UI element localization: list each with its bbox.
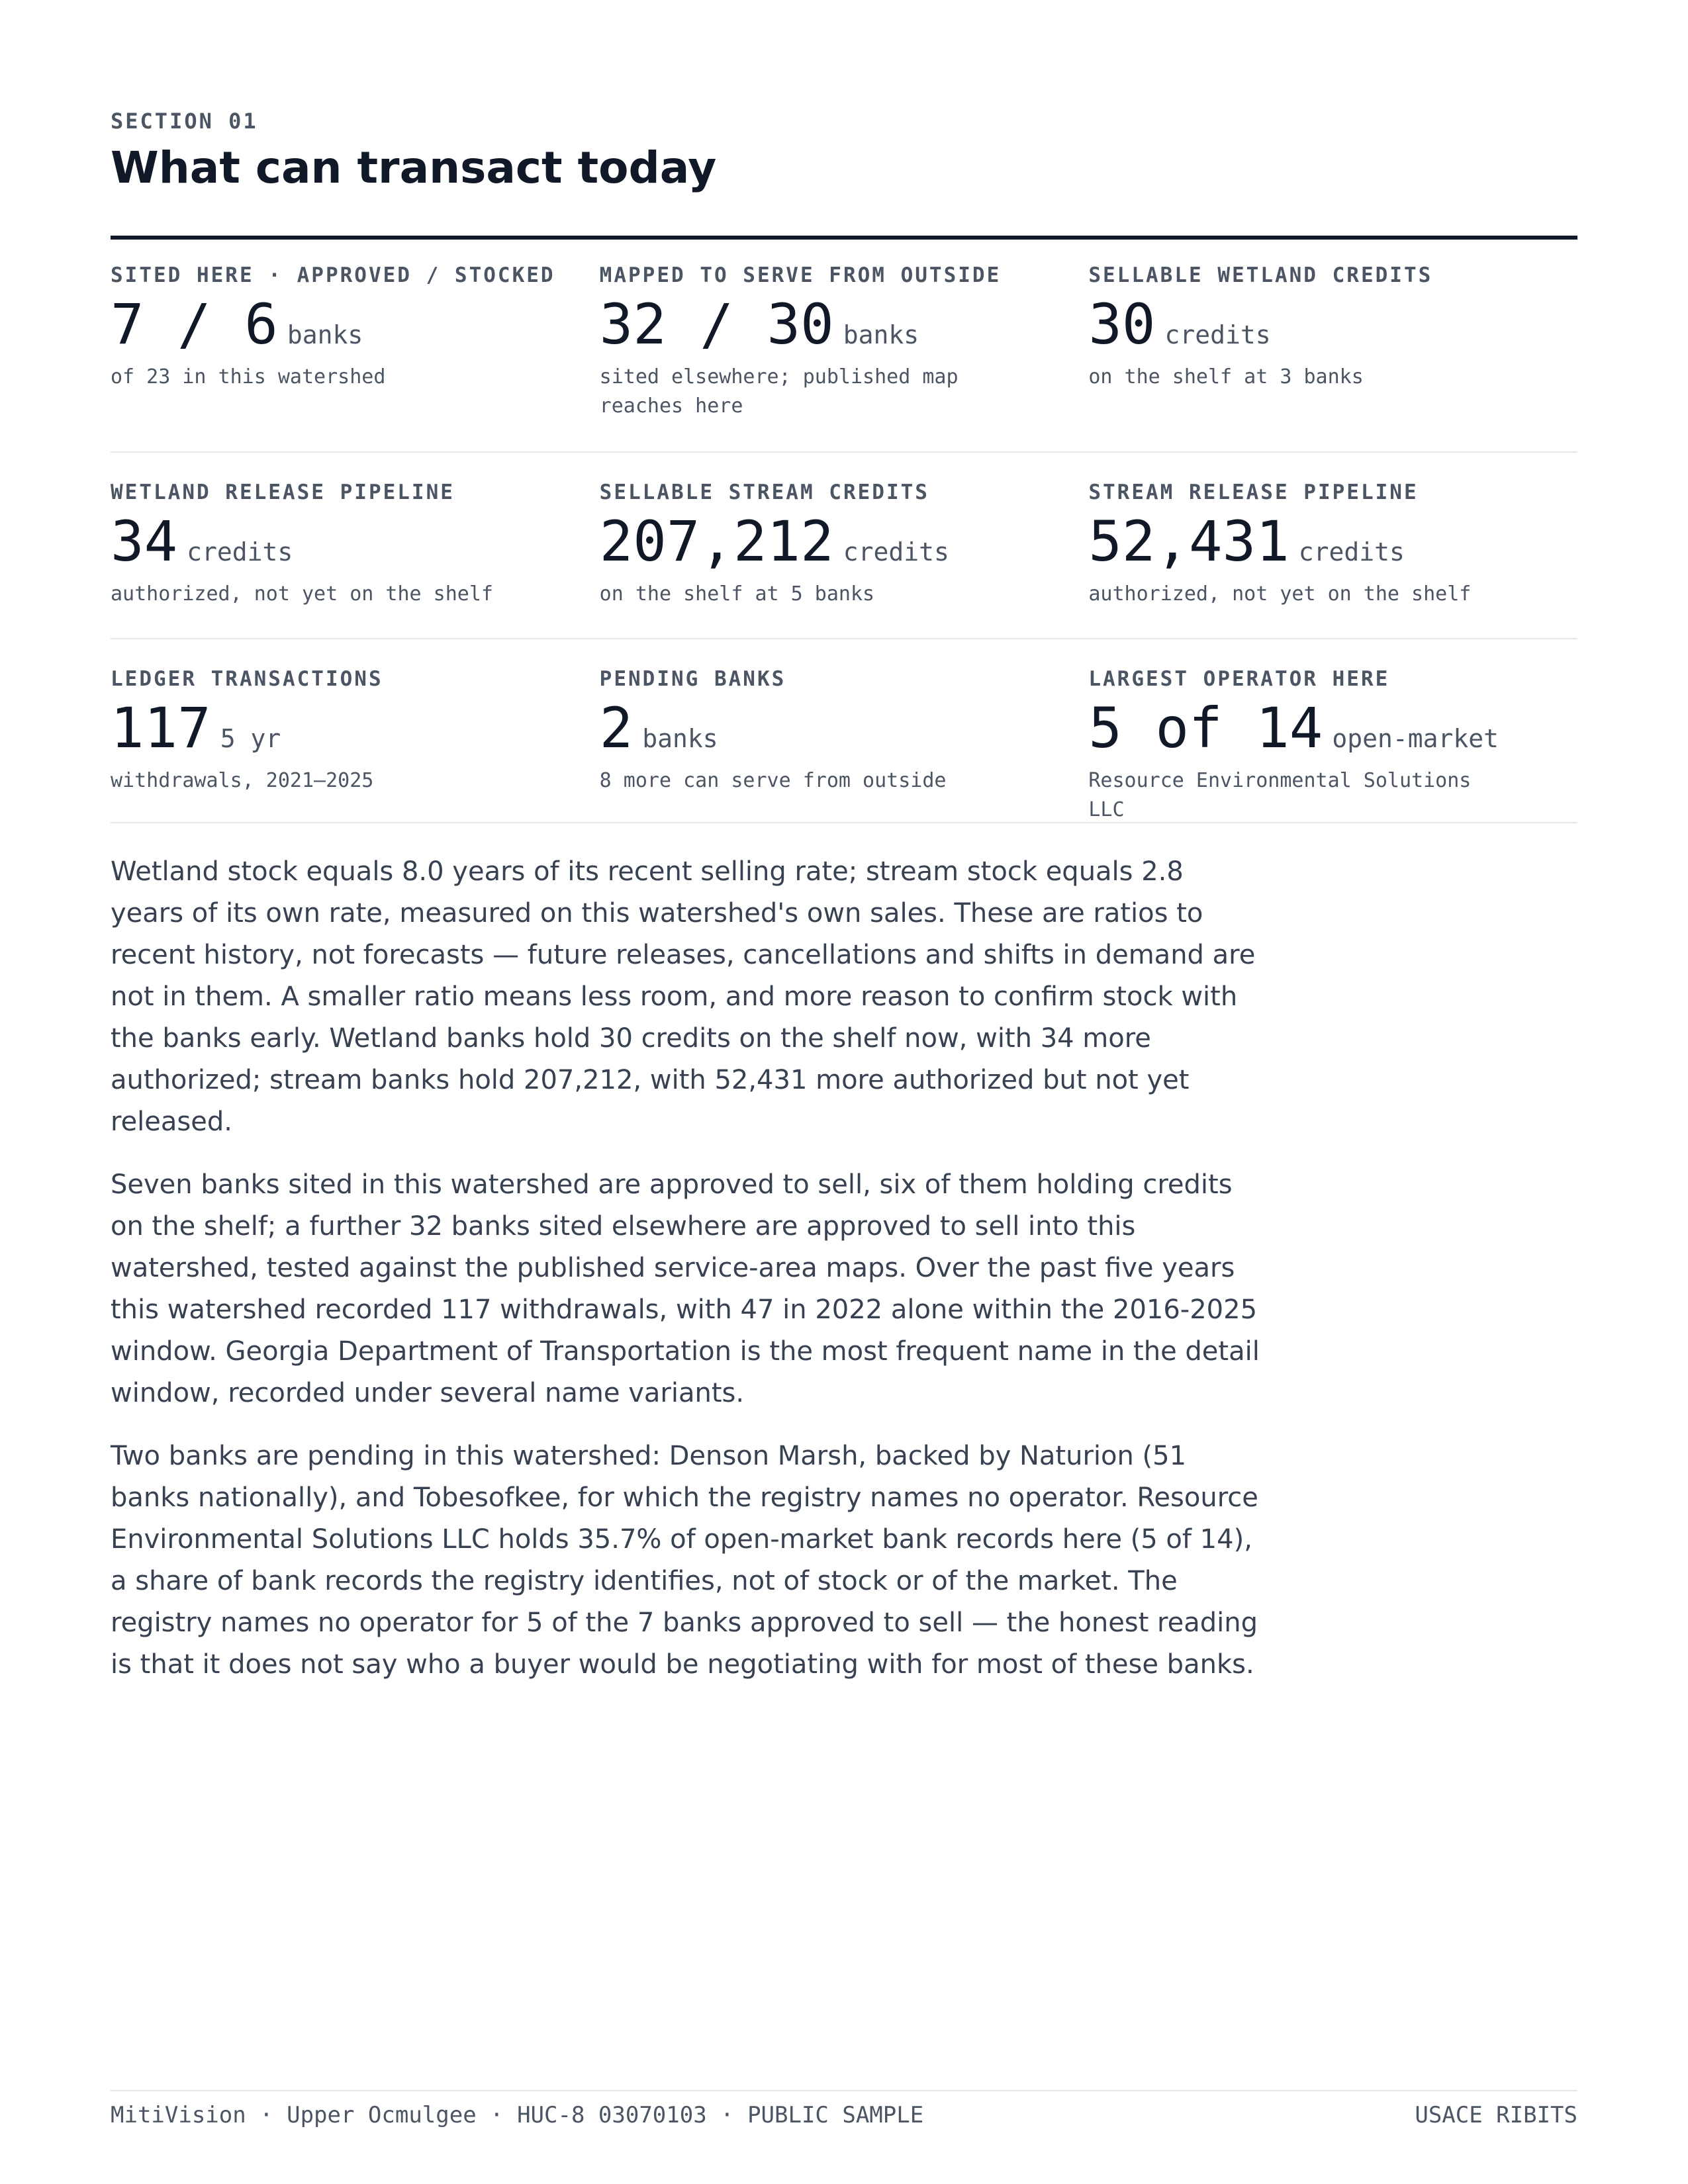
metric-label: MAPPED TO SERVE FROM OUTSIDE bbox=[599, 263, 1002, 287]
metric-note: sited elsewhere; published map reaches here bbox=[599, 365, 959, 418]
metric-card-ledger-transactions bbox=[111, 639, 600, 822]
metric-note: of 23 in this watershed bbox=[111, 365, 386, 389]
metric-unit: credits bbox=[1298, 537, 1405, 567]
section-eyebrow: SECTION 01 bbox=[111, 109, 258, 134]
metric-note: on the shelf at 5 banks bbox=[599, 582, 875, 606]
footer-data-source: USACE RIBITS bbox=[1415, 2102, 1577, 2128]
summary-paragraph-stock: Wetland stock equals 8.0 years of its recent selling rate; stream stock equals 2.8 years of its own rate, measured on this watershed's own sales. These are ratios to recent history, not forecasts — future releases, cancellations and shifts in demand are not in them. A smaller ratio means less room, and more reason to confirm stock with the banks early. Wetland banks hold 30 credits on the shelf now, with 34 more authorized; stream banks hold 207,212, with 52,431 more authorized but not yet released. bbox=[111, 856, 1256, 1137]
summary-paragraph-operators: Two banks are pending in this watershed: Denson Marsh, backed by Naturion (51 banks nationally), and Tobesofkee, for which the registry names no operator. Resource Environmental Solutions LLC holds 35.7% of open-market bank records here (5 of 14), a share of bank records the registry identifies, not of stock or of the market. The registry names no operator for 5 of the 7 banks approved to sell — the honest reading is that it does not say who a buyer would be negotiating with for most of these banks. bbox=[111, 1441, 1258, 1680]
metric-unit: credits bbox=[187, 537, 293, 567]
metric-note: authorized, not yet on the shelf bbox=[111, 582, 493, 606]
metric-value: 2 bbox=[599, 696, 633, 760]
metric-value: 32 / 30 bbox=[599, 292, 834, 357]
summary-paragraph-banks: Seven banks sited in this watershed are approved to sell, six of them holding credits on the shelf; a further 32 banks sited elsewhere are approved to sell into this watershed, tested against the published service-area maps. Over the past five years this watershed recorded 117 withdrawals, with 47 in 2022 alone within the 2016-2025 window. Georgia Department of Transportation is the most frequent name in the detail window, recorded under several name variants. bbox=[111, 1169, 1260, 1408]
metric-label: PENDING BANKS bbox=[599, 667, 786, 691]
metric-card-largest-operator bbox=[1088, 639, 1577, 822]
metric-label: SELLABLE STREAM CREDITS bbox=[599, 480, 929, 504]
metrics-row bbox=[111, 639, 1577, 823]
footer-divider bbox=[111, 2090, 1577, 2091]
metrics-grid bbox=[111, 240, 1577, 823]
metric-value: 7 / 6 bbox=[111, 292, 278, 357]
metric-card-wetland-pipeline bbox=[111, 453, 600, 638]
metric-unit: open-market bbox=[1332, 724, 1499, 753]
metric-value: 207,212 bbox=[599, 509, 834, 574]
metric-unit: credits bbox=[843, 537, 949, 567]
metrics-row bbox=[111, 453, 1577, 639]
metric-note: authorized, not yet on the shelf bbox=[1088, 582, 1472, 606]
metric-card-stream-pipeline bbox=[1088, 453, 1577, 638]
metric-unit: banks bbox=[642, 724, 718, 753]
metrics-row bbox=[111, 240, 1577, 453]
metric-note: 8 more can serve from outside bbox=[599, 769, 947, 793]
metric-value: 117 bbox=[111, 696, 211, 760]
metric-value: 52,431 bbox=[1088, 509, 1289, 574]
metric-card-mapped-outside bbox=[600, 240, 1089, 451]
metric-unit: banks bbox=[287, 320, 363, 349]
metric-label: SELLABLE WETLAND CREDITS bbox=[1088, 263, 1433, 287]
report-page bbox=[111, 0, 1577, 2184]
metric-note: withdrawals, 2021–2025 bbox=[111, 769, 374, 793]
section-title: What can transact today bbox=[111, 142, 717, 193]
metric-unit: banks bbox=[843, 320, 919, 349]
metric-label: LEDGER TRANSACTIONS bbox=[111, 667, 383, 691]
metric-label: STREAM RELEASE PIPELINE bbox=[1088, 480, 1419, 504]
metric-card-wetland-credits bbox=[1088, 240, 1577, 451]
metric-value: 34 bbox=[111, 509, 178, 574]
metric-card-sited-here bbox=[111, 240, 600, 451]
footer-source-line: MitiVision · Upper Ocmulgee · HUC-8 03070103 · PUBLIC SAMPLE bbox=[111, 2102, 924, 2128]
metric-unit: 5 yr bbox=[220, 724, 281, 753]
summary-text bbox=[111, 851, 1262, 1707]
metric-card-pending-banks bbox=[600, 639, 1089, 822]
metric-value: 30 bbox=[1088, 292, 1156, 357]
metric-card-stream-credits bbox=[600, 453, 1089, 638]
metric-value: 5 of 14 bbox=[1088, 696, 1323, 760]
metric-unit: credits bbox=[1164, 320, 1271, 349]
metric-label: WETLAND RELEASE PIPELINE bbox=[111, 480, 455, 504]
metric-note: on the shelf at 3 banks bbox=[1088, 365, 1364, 389]
metric-note: Resource Environmental Solutions LLC bbox=[1088, 769, 1472, 821]
metric-label: LARGEST OPERATOR HERE bbox=[1088, 667, 1390, 691]
metric-label: SITED HERE · APPROVED / STOCKED bbox=[111, 263, 555, 287]
